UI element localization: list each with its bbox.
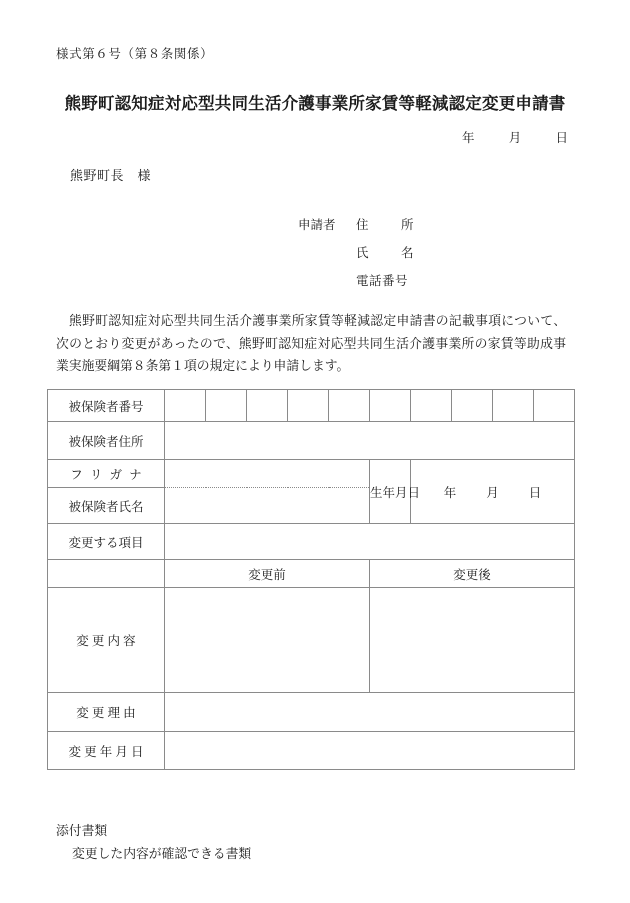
insured-number-cell-9[interactable] [493, 390, 534, 422]
table-row-change-headers [48, 560, 575, 588]
table-row-change-content [48, 588, 575, 693]
applicant-block [298, 211, 424, 295]
label-insured-name: 被保険者氏名 [48, 488, 165, 524]
birthdate-day: 日 [528, 485, 542, 500]
insured-number-cell-7[interactable] [411, 390, 452, 422]
table-row-change-reason [48, 693, 575, 732]
applicant-address-label: 住 所 [356, 218, 424, 232]
form-number: 様式第６号（第８条関係） [56, 47, 214, 61]
applicant-phone-row [298, 267, 424, 295]
applicant-address-row [298, 211, 424, 239]
date-month: 月 [508, 131, 522, 145]
attachments-item: 変更した内容が確認できる書類 [72, 847, 252, 861]
change-item-value[interactable] [165, 524, 575, 560]
insured-address-value[interactable] [165, 422, 575, 460]
body-paragraph-text: 熊野町認知症対応型共同生活介護事業所家賃等軽減認定申請書の記載事項について、次のとおり変更があったので、熊野町認知症対応型共同生活介護事業所の家賃等助成事業実施要綱第８条第１項の規定により申請します。 [56, 314, 566, 373]
change-content-label-top-spacer [48, 560, 165, 588]
label-change-reason: 変 更 理 由 [48, 693, 165, 732]
attachments-block [56, 820, 251, 866]
birthdate-year: 年 [443, 485, 457, 500]
applicant-name-label: 氏 名 [356, 246, 424, 260]
application-table [47, 389, 575, 770]
label-change-content: 変 更 内 容 [48, 588, 165, 693]
table-row-change-item [48, 524, 575, 560]
date-day: 日 [555, 131, 568, 145]
insured-number-cell-5[interactable] [329, 390, 370, 422]
label-change-date: 変 更 年 月 日 [48, 732, 165, 770]
birthdate-month: 月 [486, 485, 499, 500]
applicant-name-row [298, 239, 424, 267]
insured-number-cell-10[interactable] [534, 390, 575, 422]
body-paragraph [56, 310, 566, 378]
insured-number-cell-8[interactable] [452, 390, 493, 422]
insured-number-cell-3[interactable] [247, 390, 288, 422]
change-content-after-value[interactable] [370, 588, 575, 693]
label-insured-address: 被保険者住所 [48, 422, 165, 460]
insured-name-value[interactable] [165, 488, 370, 524]
applicant-phone-label: 電話番号 [356, 274, 409, 288]
label-change-item: 変更する項目 [48, 524, 165, 560]
table-row-furigana [48, 460, 575, 488]
label-birthdate: 生年月日 [370, 460, 411, 524]
change-reason-value[interactable] [165, 693, 575, 732]
insured-number-cell-4[interactable] [288, 390, 329, 422]
addressee: 熊野町長 様 [70, 168, 152, 183]
header-before-change: 変更前 [165, 560, 370, 588]
attachments-heading: 添付書類 [56, 824, 108, 838]
change-date-value[interactable] [165, 732, 575, 770]
furigana-value[interactable] [165, 460, 370, 488]
label-insured-number: 被保険者番号 [48, 390, 165, 422]
birthdate-value[interactable] [411, 460, 575, 524]
insured-number-cell-2[interactable] [206, 390, 247, 422]
date-line [462, 128, 568, 146]
header-after-change: 変更後 [370, 560, 575, 588]
applicant-lead-label: 申請者 [298, 218, 336, 232]
change-content-before-value[interactable] [165, 588, 370, 693]
table-row-insured-number [48, 390, 575, 422]
label-furigana: フ リ ガ ナ [48, 460, 165, 488]
table-row-insured-address [48, 422, 575, 460]
insured-number-cell-1[interactable] [165, 390, 206, 422]
page-title: 熊野町認知症対応型共同生活介護事業所家賃等軽減認定変更申請書 [64, 94, 566, 113]
table-row-change-date [48, 732, 575, 770]
date-year: 年 [461, 131, 475, 145]
insured-number-cell-6[interactable] [370, 390, 411, 422]
